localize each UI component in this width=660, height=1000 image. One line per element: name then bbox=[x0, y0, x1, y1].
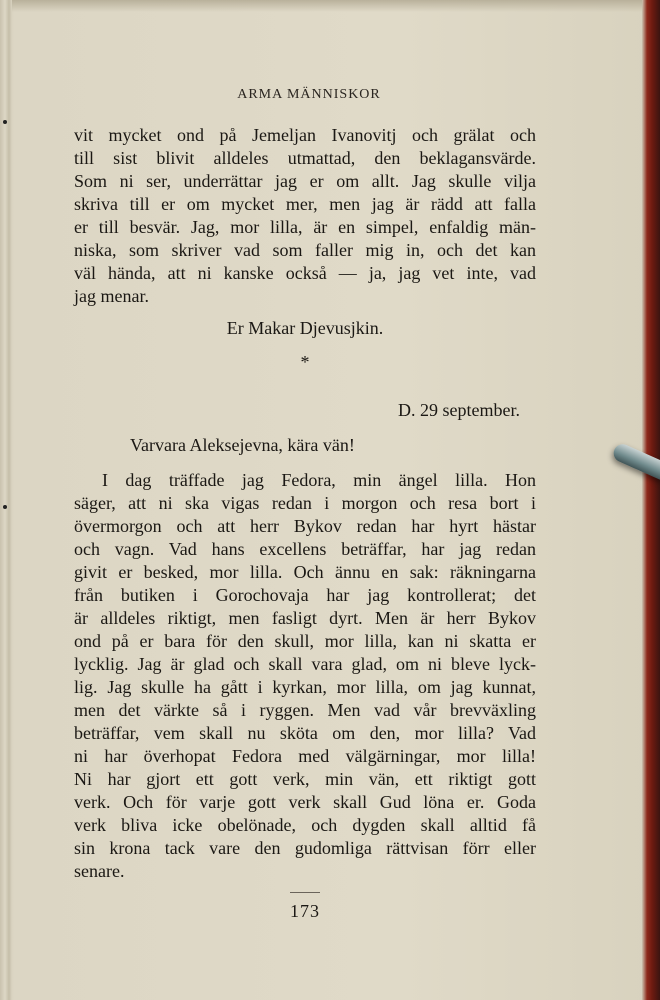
letter-salutation: Varvara Aleksejevna, kära vän! bbox=[130, 435, 355, 455]
text-line: men det värkte så i ryggen. Men vad vår brevväxling bbox=[74, 700, 536, 720]
running-head: ARMA MÄNNISKOR bbox=[237, 87, 381, 102]
text-line: niska, som skriver vad som faller mig in, och det kan bbox=[74, 240, 536, 260]
text-line: och vagn. Vad hans excellens beträffar, har jag redan bbox=[74, 539, 536, 559]
footer-rule bbox=[290, 892, 320, 893]
binding-mark bbox=[3, 505, 7, 509]
text-line: givit er besked, mor lilla. Och ännu en sak: räkningarna bbox=[74, 562, 536, 582]
text-line: I dag träffade jag Fedora, min ängel lilla. Hon bbox=[102, 470, 536, 490]
text-line: Ni har gjort ett gott verk, min vän, ett riktigt gott bbox=[74, 769, 536, 789]
text-line: från butiken i Gorochovaja har jag kontrollerat; det bbox=[74, 585, 536, 605]
text-line: senare. bbox=[74, 861, 125, 881]
text-line: ond på er bara för den skull, mor lilla, kan ni skatta er bbox=[74, 631, 536, 651]
text-line: verk bliva icke obelönade, och dygden skall alltid få bbox=[74, 815, 536, 835]
section-separator-asterisk: * bbox=[300, 352, 310, 372]
text-line: väl hända, att ni kanske också — ja, jag vet inte, vad bbox=[74, 263, 536, 283]
binding-mark bbox=[3, 120, 7, 124]
text-line: vit mycket ond på Jemeljan Ivanovitj och grälat och bbox=[74, 125, 536, 145]
text-line: jag menar. bbox=[74, 286, 149, 306]
text-line: verk. Och för varje gott verk skall Gud löna er. Goda bbox=[74, 792, 536, 812]
text-line: säger, att ni ska vigas redan i morgon och resa bort i bbox=[74, 493, 536, 513]
text-line: övermorgon och att herr Bykov redan har hyrt hästar bbox=[74, 516, 536, 536]
text-line: är alldeles riktigt, men fasligt dyrt. Men är herr Bykov bbox=[74, 608, 536, 628]
book-cover-edge bbox=[642, 0, 660, 1000]
text-line: ni har överhopat Fedora med välgärningar, mor lilla! bbox=[74, 746, 536, 766]
top-shadow bbox=[0, 0, 642, 12]
text-line: er till besvär. Jag, mor lilla, är en simpel, enfaldig män- bbox=[74, 217, 536, 237]
page-number: 173 bbox=[290, 901, 320, 921]
letter-signature: Er Makar Djevusjkin. bbox=[226, 318, 384, 338]
letter-dateline: D. 29 september. bbox=[398, 400, 520, 420]
book-spine-gutter bbox=[0, 0, 12, 1000]
text-line: lig. Jag skulle ha gått i kyrkan, mor lilla, om jag kunnat, bbox=[74, 677, 536, 697]
text-line: lycklig. Jag är glad och skall vara glad, om ni bleve lyck- bbox=[74, 654, 536, 674]
paragraph-continued-letter bbox=[74, 124, 536, 308]
text-line: Som ni ser, underrättar jag er om allt. Jag skulle vilja bbox=[74, 171, 536, 191]
text-line: skriva till er om mycket mer, men jag är rädd att falla bbox=[74, 194, 536, 214]
text-line: sin krona tack vare den gudomliga rättvisan förr eller bbox=[74, 838, 536, 858]
text-line: till sist blivit alldeles utmattad, den beklagansvärde. bbox=[74, 148, 536, 168]
text-line: beträffar, vem skall nu sköta om den, mor lilla? Vad bbox=[74, 723, 536, 743]
paragraph-new-letter bbox=[74, 469, 536, 883]
